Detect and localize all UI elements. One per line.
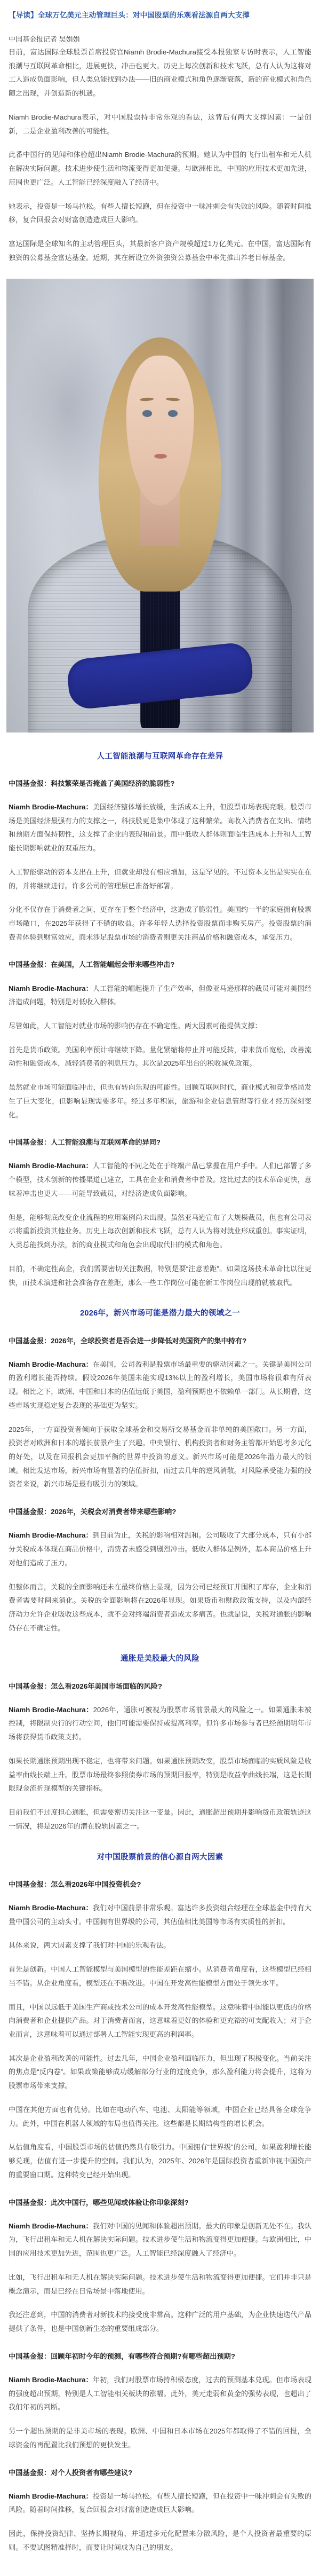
interview-question: 中国基金报：怎么看2026年中国投资机会? [9,1880,141,1888]
answer-speaker-name: Niamh Brodie-Machura： [9,984,93,992]
answer-text: 人工智能的崛起提升了生产效率，但像亚马逊那样的裁员可能对美国经济造成问题，特别是对低收入群体。 [9,984,312,1006]
interview-question: 中国基金报：人工智能浪潮与互联网革命的异同? [9,1138,161,1147]
body-paragraph: 其次是企业盈利改善的可能性。过去几年，中国企业盈利面临压力，但出现了积极变化。当前关注的焦点是“反内卷”。如果政策能够成功缓解部分行业的过度竞争，那么盈利能力将会提升，这将为股票市场带来支撑。 [9,2054,311,2090]
body-paragraph: 虽然就业市场可能面临冲击，但也有转向乐观的可能性。回顾互联网时代，商业模式和竞争格局发生了巨大变化，但影响显现需要多年。经过多年积累，旅游和企业信息管理等行业才经历深刻变化。 [9,1083,311,1119]
interview-answer [9,2490,311,2517]
interview-answer [9,800,311,855]
body-paragraph: 目前我们不过度担心通胀，但需要密切关注这一变量。因此，通胀超出预期并影响货币政策轨迹这一情况，将是2026年的潜在脱轨因素之一。 [9,1808,311,1830]
intro-paragraph: 富达国际是全球知名的主动管理巨头，其最新客户资产规模超过1万亿美元。在中国，富达国际有独资的公募基金富达基金。近期，其在新设立外资独资公募基金中率先推出养老目标基金。 [9,240,311,262]
interview-answer [9,1529,311,1570]
interview-question: 中国基金报：回顾年初时今年的预测，有哪些符合预期?有哪些超出预期? [9,2352,235,2360]
body-paragraph: 首先是创新。中国人工智能模型与美国模型的性能差距在缩小。从消费者角度看，这些模型已经相当不错。从企业角度看，模型还在不断改进。中国在开发高性能模型方面处于领先水平。 [9,1965,311,1987]
answer-speaker-name: Niamh Brodie-Machura： [9,1162,93,1170]
body-paragraph: 中国在其他方面也有优势。比如在电动汽车、电池、太阳能等领域，中国企业已经具备全球竞争力。此外，中国在机器人领域的布局也值得关注。这些都是长期结构性的增长机会。 [9,2105,311,2128]
answer-text: 年初，我们对股票市场持积极态度，过去的预测基本兑现。但市场表现的强度超出预期，特别是人工智能相关板块的涨幅。此外，美元走弱和黄金的强势表现，也超出了我们年初的判断。 [9,2375,312,2412]
article-lead: 【导读】全球万亿美元主动管理巨头：对中国股票的乐观看法源自两大支撑 [9,11,250,19]
body-paragraph: 首先是货币政策。美国利率预计将继续下降。量化紧缩将停止并可能反转，带来货币宽松，改善流动性和融资成本，减轻消费者的利息压力。其次是2025年出台的税收减免政策。 [9,1045,311,1068]
body-paragraph: 目前，不确定性高企，我们需要密切关注数据，特别是要“注意差距”。如果这场技术革命比以往更快，而技术演进和社会准备存在差距，那么一些工作岗位可能在新工作岗位出现前就被取代。 [9,1264,311,1287]
interview-question: 中国基金报：2026年，全球投资者是否会进一步降低对美国资产的集中持有? [9,1336,247,1345]
answer-speaker-name: Niamh Brodie-Machura： [9,1903,93,1912]
body-paragraph: 从估值角度看，中国股票市场的估值仍然具有吸引力。中国拥有“世界级”的公司，如果盈利增长能够兑现，估值有进一步提升的空间。我们认为，2025年、2026年是国际投资者重新审视中国资产的重要窗口期。这种转变已经开始出现。 [9,2143,311,2179]
article-sections [0,751,320,2555]
portrait-photo [6,279,314,732]
body-paragraph: 我还注意到，中国的消费者对新技术的接受度非常高。这种广泛的用户基础，为企业快速迭代产品提供了条件，也是中国创新生态的重要组成部分。 [9,2311,311,2333]
body-paragraph: 比如，飞行出租车和无人机在解决实际问题。技术进步使生活和物流变得更加便捷。它们并非只是概念演示，而是已经在日常场景中落地使用。 [9,2273,311,2295]
intro-paragraph: Niamh Brodie-Machura表示，对中国股票持非常乐观的看法，这背后有两大支撑因素：一是创新，二是企业盈利改善的可能性。 [9,113,311,135]
body-paragraph: 尽管如此，人工智能对就业市场的影响仍存在不确定性。两大因素可能提供支撑： [9,1021,262,1030]
body-paragraph: 分化不仅存在于消费者之间，更存在于整个经济中，这造成了脆弱性。美国约一半的家庭拥有股票市场敞口，在2025年获得了不错的收益。许多年轻人选择投资股票而非购买房产。投资股票的消费者体验到财富效应，而未涉足股票市场的消费者则更关注商品价格和融资成本，承受压力。 [9,905,311,941]
answer-text: 投资是一场马拉松。有些人擅长短跑，但在投资中一味冲刺会有失败的风险。随着时间推移，复合回报会对财富创造造成巨大影响。 [9,2492,312,2514]
answer-speaker-name: Niamh Brodie-Machura： [9,2221,93,2230]
interview-answer [9,1159,311,1200]
answer-speaker-name: Niamh Brodie-Machura： [9,1531,93,1540]
body-paragraph: 因此，保持投资纪律、坚持长期视角，并通过多元化配置来分散风险，是个人投资者最重要的原则。不要试图精准择时，而要让时间成为自己的朋友。 [9,2530,311,2551]
answer-speaker-name: Niamh Brodie-Machura： [9,2492,93,2500]
interview-question: 中国基金报：2026年，关税会对消费者带来哪些影响? [9,1508,177,1516]
intro-paragraphs [9,45,311,265]
interview-answer [9,982,311,1009]
interview-answer [9,2219,311,2260]
interview-question: 中国基金报：怎么看2026年美国市场面临的风险? [9,1682,162,1690]
section-heading: 2026年，新兴市场可能是潜力最大的领域之一 [80,1309,240,1318]
section-heading: 通胀是美股最大的风险 [121,1655,199,1664]
hero-photo-block [0,279,320,732]
section-heading: 对中国股票前景的信心源自两大因素 [97,1853,223,1862]
answer-text: 我们对中国前景非常乐观。富达许多投资组合经理在全球基金中持有大量中国公司的主动头寸。中国拥有世界级的公司，其估值相比美国等市场有实质性的折扣。 [9,1903,312,1926]
interview-question: 中国基金报：科技繁荣是否掩盖了美国经济的脆弱性? [9,779,175,787]
answer-speaker-name: Niamh Brodie-Machura： [9,1705,93,1714]
answer-speaker-name: Niamh Brodie-Machura： [9,1360,93,1368]
photo-eye-right [168,410,178,417]
answer-speaker-name: Niamh Brodie-Machura： [9,2375,93,2384]
body-paragraph: 具体来说，两大因素支撑了我们对中国的乐观看法。 [9,1941,171,1950]
article-container [0,9,320,265]
intro-paragraph: 日前，富达国际全球股票首席投资官Niamh Brodie-Machura接受本报独家专访时表示，人工智能浪潮与互联网革命相比，进展更快，冲击也更大。历史上每次创新和技术飞跃，总有人认为这将对工人造成负面影响，但人类总能找到办法——旧的商业模式和角色逐渐衰落，新的商业模式和角色随之出现，并创造新的机遇。 [9,48,311,98]
body-paragraph: 另一个超出预期的是非美市场的表现。欧洲、中国和日本市场在2025年都取得了不错的回报，全球资金的再配置比我们预想的更快发生。 [9,2427,311,2449]
answer-text: 到目前为止，关税的影响相对温和。公司吸收了大部分成本，只有小部分关税成本体现在商品价格中，消费者未感受到剧烈冲击。低收入群体是例外，基本商品价格上升对他们造成了压力。 [9,1531,312,1567]
answer-text: 2026年，通胀可被视为股票市场前景最大的风险之一。如果通胀未被控制，将限制央行的行动空间，他们可能需要保持或提高利率。但许多市场参与者已经预期明年市场将获得货币政策支持。 [9,1705,311,1742]
section-heading: 人工智能浪潮与互联网革命存在差异 [97,752,223,761]
intro-paragraph: 此番中国行的见闻和体验超出Niamh Brodie-Machura的预期。她认为中国的飞行出租车和无人机在解决实际问题。技术进步使生活和物流变得更加便捷。与欧洲相比，中国的应用技术更加先进，范围也更广泛。人工智能已经深度融入了经济中。 [9,151,311,186]
body-paragraph: 如果长期通胀预期出现不稳定，也将带来问题。如果通胀预期改变，股票市场面临的实质风险是收益率曲线长端上升。股票市场最终参照债券市场的预期回报率，特别是收益率曲线长端，这是长期限现金流折现模型的关键指标。 [9,1756,311,1793]
answer-text: 美国经济整体增长放缓，生活成本上升，但股票市场表现亮眼。股票市场是美国经济最强有力的支撑之一，科技股更是集中体现了这种繁荣。高收入消费者在支出、情绪和预期方面保持韧性，这支撑了企业的表现和前景。而中低收入群体则面临生活成本上升和人工智能长期影响就业的双重压力。 [9,802,312,853]
body-paragraph: 而且，中国以远低于美国生产商或技术公司的成本开发高性能模型。这意味着中国能以更低的价格向消费者和企业提供产品。对于消费者而言，这意味着更好的体验和更充裕的可支配收入；对于企业而言，这意味着可以通过部署人工智能实现更高的利润率。 [9,2003,311,2038]
answer-text: 人工智能的不同之处在于终端产品已掌握在用户手中。人们已部署了多个模型，技术创新的传播渠道已建立，工具在企业和消费者中普及。这比过去的技术革命更快，意味着冲击也更大——可能导致裁员，对经济造成负面影响。 [9,1162,312,1198]
answer-speaker-name: Niamh Brodie-Machura： [9,802,93,811]
interview-question: 中国基金报：在美国，人工智能崛起会带来哪些冲击? [9,960,175,969]
answer-text: 在美国，公司盈利是股票市场最重要的驱动因素之一。关键是美国公司的盈利增长能否持续。假设2026年美国未能实现13%以上的盈利增长，美国市场将很难有所表现。相比之下，欧洲、中国和日本的估值远低于美国，盈利预期也不依赖单一部门。从长期看，这些市场实现稳定复合表现的基础更为坚实。 [9,1360,312,1409]
body-paragraph: 但整体而言，关税的全面影响还未在最终价格上显现，因为公司已经预订并囤积了库存，企业和消费者需要时间来消化。关税的全面影响将在2026年显现。如果货币和财政政策支持，以及内部经济动力允许企业吸收这些成本，就不会对终端消费者造成太多痛苦。也就是说，关税对通胀的影响仍存在不确定性。 [9,1582,311,1632]
interview-answer [9,2373,311,2414]
body-paragraph: 人工智能驱动的资本支出在上升，但就业却没有相应增加，这是罕见的。不过资本支出是实实在在的，并将继续进行。许多公司的管理层已准备好部署。 [9,868,311,890]
body-paragraph: 2025年，一方面投资者倾向于获取全球基金和交易所交易基金而非单纯的美国敞口。另一方面，投资者对欧洲和日本的增长前景产生了兴趣。中央银行、机构投资者和财务主管都开始思考多元化的好处，以及在回报机会更加平衡的世界中投资的意义。新兴市场可能是2026年潜力最大的领域。相比发达市场，新兴市场有显著的估值折扣，而过去几年的逆风消散。对风险承受能力强的投资者来说，新兴市场是最有吸引力的领域。 [9,1425,311,1488]
interview-answer [9,1358,311,1413]
interview-answer [9,1901,311,1928]
interview-question: 中国基金报：对个人投资者有哪些建议? [9,2468,133,2477]
interview-answer [9,1703,311,1744]
answer-text: 我们对中国的见闻和体验超出预期。最大的印象是创新无处不在。我认为，飞行出租车和无人机在解决实际问题。技术进步使生活和物流变得更加便捷。与欧洲相比，中国的应用技术更加先进，范围也更广泛。人工智能已经深度融入了经济中。 [9,2221,312,2258]
photo-eye-left [142,410,152,417]
intro-paragraph: 她表示，投资是一场马拉松。有些人擅长短跑，但在投资中一味冲刺会有失败的风险。随着时间推移，复合回报会对财富创造造成巨大影响。 [9,202,311,224]
article-byline: 中国基金报记者 吴娟娟 [9,35,80,43]
interview-question: 中国基金报：此次中国行，哪些见闻或体验让你印象深刻? [9,2198,189,2207]
body-paragraph: 但是，能够彻底改变企业流程的应用案例尚未出现。虽然亚马逊宣布了大规模裁员，但也有公司表示将重新投资其他业务。历史上每次创新和技术飞跃，总有人认为将对就业形成重创。事实证明，人类总能找到办法，新的商业模式和角色会出现取代旧的模式和角色。 [9,1213,311,1249]
photo-mouth [154,454,167,459]
